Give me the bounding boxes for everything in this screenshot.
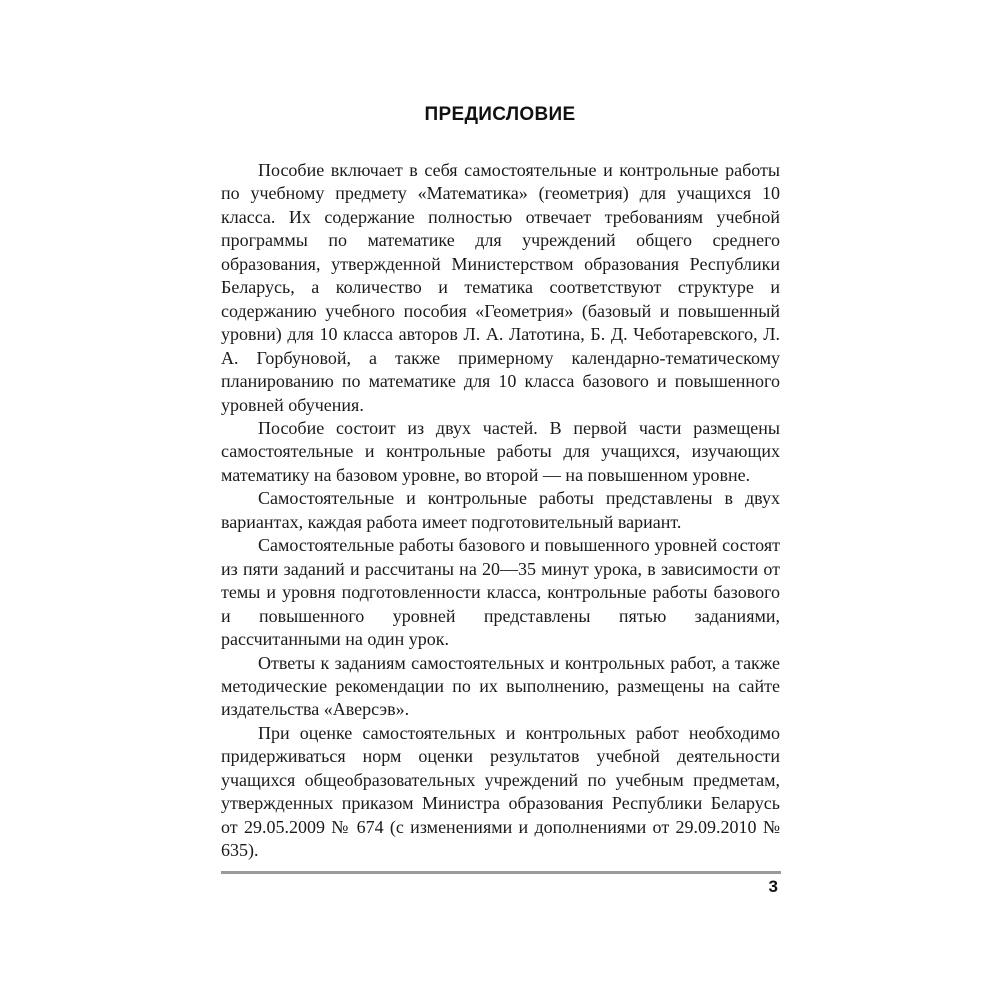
paragraph-2: Пособие состоит из двух частей. В первой части размещены самостоятельные и контрольные работы для учащихся, изучающих математику на базовом уровне, во второй — на повышенном уровне. <box>221 417 780 485</box>
preface-body <box>221 159 780 863</box>
paragraph-1: Пособие включает в себя самостоятельные и контрольные работы по учебному предмету «Математика» (геометрия) для учащихся 10 класса. Их содержание полностью отвечает требованиям учебной программы по математике для учреждений общего среднего образования, утвержденной Министерством образования Республики Беларусь, а количество и тематика соответствуют структуре и содержанию учебного пособия «Геометрия» (базовый и повышенный уровни) для 10 класса авторов Л. А. Латотина, Б. Д. Чеботаревского, Л. А. Горбуновой, а также примерному календарно-тематическому планированию по математике для 10 класса базового и повышенного уровней обучения. <box>221 160 780 415</box>
paragraph-5: Ответы к заданиям самостоятельных и контрольных работ, а также методические рекомендации по их выполнению, размещены на сайте издательства «Аверсэв». <box>221 652 780 720</box>
paragraph-3: Самостоятельные и контрольные работы представлены в двух вариантах, каждая работа имеет подготовительный вариант. <box>221 488 780 532</box>
footer-divider <box>221 871 781 874</box>
page-number: 3 <box>768 877 778 896</box>
page-title: ПРЕДИСЛОВИЕ <box>424 104 576 125</box>
paragraph-6: При оценке самостоятельных и контрольных работ необходимо придерживаться норм оценки результатов учебной деятельности учащихся общеобразовательных учреждений по учебным предметам, утвержденных приказом Министра образования Республики Беларусь от 29.05.2009 № 674 (с изменениями и дополнениями от 29.09.2010 № 635). <box>221 722 780 861</box>
paragraph-4: Самостоятельные работы базового и повышенного уровней состоят из пяти заданий и рассчитаны на 20—35 минут урока, в зависимости от темы и уровня подготовленности класса, контрольные работы базового и повышенного уровней представлены пятью заданиями, рассчитанными на один урок. <box>221 535 780 650</box>
